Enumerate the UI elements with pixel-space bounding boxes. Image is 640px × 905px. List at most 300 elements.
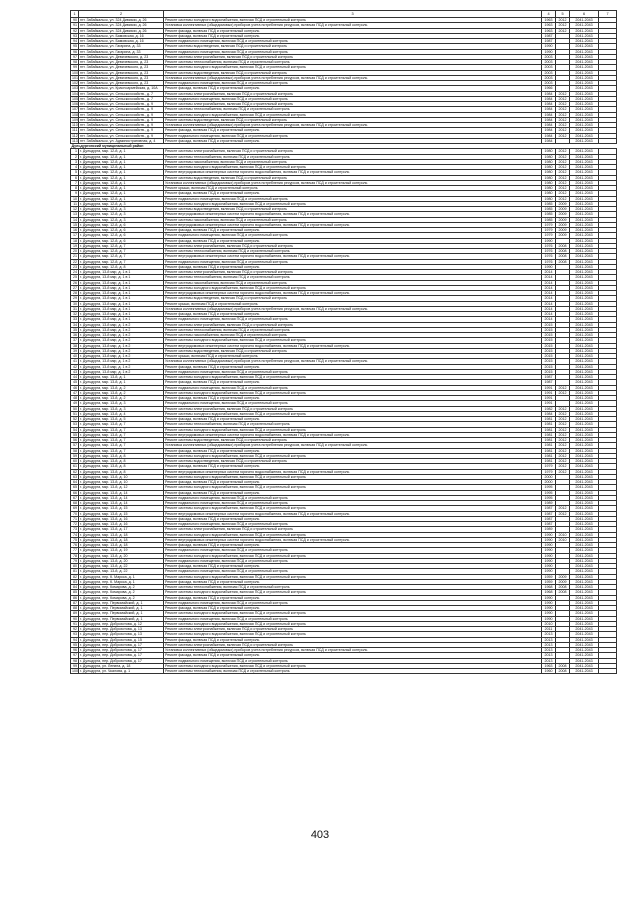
row-number: 96 <box>71 49 79 54</box>
address-cell: г. Дульдурга, мкр. 13-й, д. 1 <box>79 380 164 385</box>
last-repair-cell: 2012 <box>556 102 570 107</box>
last-repair-cell: 2012 <box>556 406 570 411</box>
repair-period-cell: 2041-2043 <box>570 606 599 611</box>
repair-period-cell: 2041-2043 <box>570 511 599 516</box>
build-year-cell: 1984 <box>542 411 556 416</box>
address-cell: г. Дульдурга, мкр. 12-й, д. 1 <box>79 149 164 154</box>
address-cell: пгт. Забайкальск, ул. Сельскохозяйств., д. 9 <box>79 102 164 107</box>
repair-period-cell: 2041-2043 <box>570 369 599 374</box>
last-repair-cell: 2012 <box>556 159 570 164</box>
work-type-cell: Ремонт подвального помещения, включая ПСД и строительный контроль <box>164 569 542 574</box>
repair-period-cell: 2041-2043 <box>570 501 599 506</box>
row-number: 68 <box>71 501 79 506</box>
build-year-cell: 2013 <box>542 653 556 658</box>
row-number: 25 <box>71 275 79 280</box>
repair-period-cell: 2041-2043 <box>570 338 599 343</box>
address-cell: г. Дульдурга, мкр. 13-й, д. 15 <box>79 511 164 516</box>
row-number: 104 <box>72 91 78 96</box>
work-type-cell: Ремонт системы водоотведения, включая ПСД и строительный контроль <box>164 44 542 49</box>
work-type-cell: Ремонт фасада, включая ПСД и строительный контроль <box>164 516 542 521</box>
work-type-cell: Ремонт подвального помещения, включая ПСД и строительный контроль <box>164 81 542 86</box>
repair-period-cell: 2041-2043 <box>570 343 599 348</box>
repair-period-cell: 2041-2043 <box>570 18 599 23</box>
repair-period-cell: 2041-2043 <box>570 86 599 91</box>
address-cell: г. Дульдурга, мкр. 12-й, д. 3 <box>79 217 164 222</box>
last-repair-cell: 2012 <box>556 128 570 133</box>
build-year-cell: 1980 <box>542 180 556 185</box>
repair-period-cell: 2041-2043 <box>570 275 599 280</box>
row-number: 2 <box>71 154 79 159</box>
repair-period-cell: 2041-2043 <box>570 217 599 222</box>
build-year-cell: 1987 <box>542 375 556 380</box>
repair-period-cell: 2041-2043 <box>570 354 599 359</box>
build-year-cell: 2015 <box>542 364 556 369</box>
build-year-cell: 2003 <box>542 60 556 65</box>
repair-period-cell: 2041-2043 <box>570 385 599 390</box>
address-cell: г. Дульдурга, 13-й мкр, д. 1 в 2 <box>79 348 164 353</box>
address-cell: пгт. Забайкальск, ул. Девичевского, д. 23 <box>79 60 164 65</box>
work-type-cell: Ремонт фасада, включая ПСД и строительный контроль <box>164 86 542 91</box>
address-cell: г. Дульдурга, мкр. 13-й, д. 16 <box>79 522 164 527</box>
build-year-cell: 1984 <box>542 133 556 138</box>
row-number: 100 <box>72 669 78 673</box>
address-cell: г. Дульдурга, пер. Доброхотова, д. 15 <box>79 637 164 642</box>
row-number: 89 <box>71 611 79 616</box>
address-cell: г. Дульдурга, мкр. 13-й, д. 10 <box>79 480 164 485</box>
address-cell: г. Дульдурга, ул. Ленина, д. 18 <box>79 663 164 668</box>
row-number: 76 <box>71 543 79 548</box>
address-cell: г. Дульдурга, мкр. 13-й, д. 10 <box>79 474 164 479</box>
row-number: 50 <box>71 406 79 411</box>
address-cell: г. Дульдурга, мкр. 13-й, д. 22 <box>79 564 164 569</box>
row-number: 93 <box>71 632 79 637</box>
address-cell: г. Дульдурга, мкр. 13-й, д. 2 <box>79 390 164 395</box>
work-type-cell: Ремонт подвального помещения, включая ПСД и строительный контроль <box>164 49 542 54</box>
row-number: 79 <box>71 558 79 563</box>
repair-period-cell: 2041-2043 <box>570 474 599 479</box>
last-repair-cell: 2010 <box>556 537 570 542</box>
last-repair-cell: 2012 <box>556 432 570 437</box>
repair-period-cell: 2041-2043 <box>570 212 599 217</box>
address-cell: пгт. Забайкальск, ул. Административная, д. 4 <box>79 138 164 143</box>
address-cell: г. Дульдурга, 13-й мкр, д. 1 в 1 <box>79 291 164 296</box>
build-year-cell: 1985 <box>542 201 556 206</box>
build-year-cell: 1981 <box>542 448 556 453</box>
row-number: 33 <box>71 317 79 322</box>
address-cell: пгт. Забайкальск, ул. Сельскохозяйств., д. 9 <box>79 107 164 112</box>
repair-period-cell: 2041-2043 <box>570 590 599 595</box>
repair-period-cell: 2041-2043 <box>570 443 599 448</box>
address-cell: г. Дульдурга, пер. К. Маркса, д. 1 <box>79 574 164 579</box>
last-repair-cell: 2012 <box>556 165 570 170</box>
row-number: 71 <box>71 516 79 521</box>
repair-period-cell: 2041-2043 <box>570 306 599 311</box>
row-number: 74 <box>71 532 79 537</box>
address-cell: пгт. Забайкальск, ул. Сельскохозяйств., д. 9 <box>79 112 164 117</box>
row-number: 92 <box>71 28 79 33</box>
address-cell: г. Дульдурга, пер. Комарова, д. 2 <box>79 590 164 595</box>
address-cell: г. Дульдурга, мкр. 12-й, д. 3 <box>79 212 164 217</box>
row-number: 73 <box>71 527 79 532</box>
build-year-cell: 1980 <box>542 196 556 201</box>
last-repair-cell: 2009 <box>556 207 570 212</box>
repair-period-cell: 2041-2043 <box>570 317 599 322</box>
build-year-cell: 1990 <box>542 595 556 600</box>
row-number: 94 <box>71 39 79 44</box>
work-type-cell: Ремонт фасада, включая ПСД и строительный контроль <box>164 564 542 569</box>
address-cell: г. Дульдурга, мкр. 13-й, д. 19 <box>79 548 164 553</box>
build-year-cell: 1980 <box>542 175 556 180</box>
build-year-cell: 2015 <box>542 333 556 338</box>
row-number: 1 <box>71 149 79 154</box>
last-repair-cell: 2012 <box>556 117 570 122</box>
repair-period-cell: 2041-2043 <box>570 480 599 485</box>
build-year-cell: 2003 <box>542 75 556 80</box>
address-cell: г. Дульдурга, мкр. 13-й, д. 20 <box>79 558 164 563</box>
work-type-cell: Ремонт подвального помещения, включая ПСД и строительный контроль <box>164 501 542 506</box>
last-repair-cell: 2012 <box>556 112 570 117</box>
build-year-cell: 2010 <box>542 621 556 626</box>
row-number: 54 <box>71 427 79 432</box>
work-type-cell: Установка коллективных (общедомовых) приборов учета потребления ресурсов, включая ПСД и строительный контроль <box>164 443 542 448</box>
build-year-cell: 1984 <box>542 128 556 133</box>
address-cell: г. Дульдурга, мкр. 12-й, д. 1 <box>79 175 164 180</box>
row-number: 35 <box>71 327 79 332</box>
row-number: 41 <box>71 359 79 364</box>
address-cell: пгт. Забайкальск, ул. Сельскохозяйств., д. 9 <box>79 128 164 133</box>
last-repair-cell: 2008 <box>556 249 570 254</box>
work-type-cell: Ремонт подвального помещения, включая ПСД и строительный контроль <box>164 196 542 201</box>
work-type-cell: Ремонт фасада, включая ПСД и строительный контроль <box>164 312 542 317</box>
last-repair-cell: 2010 <box>556 532 570 537</box>
address-cell: г. Дульдурга, пер. Первомайский, д. 1 <box>79 600 164 605</box>
work-type-cell: Ремонт системы газоснабжения, включая ПСД и строительный контроль <box>164 217 542 222</box>
work-type-cell: Ремонт системы холодного водоснабжения, включая ПСД и строительный контроль <box>164 663 542 668</box>
address-cell: пгт. Забайкальск, ул. Девичевского, д. 23 <box>79 70 164 75</box>
build-year-cell: 2015 <box>542 322 556 327</box>
work-type-cell: Ремонт подвального помещения, включая ПСД и строительный контроль <box>164 259 542 264</box>
work-type-cell: Ремонт системы теплоснабжения, включая ПСД и строительный контроль <box>164 107 542 112</box>
work-type-cell: Ремонт фасада, включая ПСД и строительный контроль <box>164 653 542 658</box>
build-year-cell: 2003 <box>542 70 556 75</box>
build-year-cell: 1990 <box>542 543 556 548</box>
build-year-cell: 1995 <box>542 490 556 495</box>
work-type-cell: Ремонт системы водоотведения, включая ПСД и строительный контроль <box>164 175 542 180</box>
row-number: 58 <box>71 448 79 453</box>
build-year-cell: 1984 <box>542 112 556 117</box>
last-repair-cell: 2012 <box>556 411 570 416</box>
work-type-cell: Ремонт системы холодного водоснабжения, включая ПСД и строительный контроль <box>164 553 542 558</box>
repair-period-cell: 2041-2043 <box>570 249 599 254</box>
address-cell: г. Дульдурга, пер. Первомайский, д. 1 <box>79 606 164 611</box>
row-number: 112 <box>72 133 78 138</box>
row-number: 78 <box>71 553 79 558</box>
work-type-cell: Ремонт системы электроснабжения, включая ПСД и строительный контроль <box>164 54 542 59</box>
address-cell: пгт. Забайкальск, ул. 324 Дивизии, д. 26 <box>79 28 164 33</box>
build-year-cell: 1990 <box>542 569 556 574</box>
last-repair-cell: 2012 <box>556 443 570 448</box>
row-number: 84 <box>71 585 79 590</box>
work-type-cell: Ремонт подвального помещения, включая ПСД и строительный контроль <box>164 495 542 500</box>
repair-period-cell: 2041-2043 <box>570 422 599 427</box>
repair-period-cell: 2041-2043 <box>570 359 599 364</box>
repair-period-cell: 2041-2043 <box>570 506 599 511</box>
work-type-cell: Ремонт фасада, включая ПСД и строительный контроль <box>164 396 542 401</box>
header-col-7: 7 <box>599 11 617 18</box>
row-number: 15 <box>71 222 79 227</box>
work-type-cell: Ремонт системы холодного водоснабжения, включая ПСД и строительный контроль <box>164 453 542 458</box>
build-year-cell: 2014 <box>542 317 556 322</box>
last-repair-cell: 2012 <box>556 506 570 511</box>
repair-period-cell: 2041-2043 <box>570 270 599 275</box>
repair-period-cell: 2041-2043 <box>570 91 599 96</box>
row-number: 46 <box>71 385 79 390</box>
build-year-cell: 2015 <box>542 348 556 353</box>
last-repair-cell: 2012 <box>556 438 570 443</box>
address-cell: г. Дульдурга, мкр. 13-й, д. 18 <box>79 532 164 537</box>
row-number: 52 <box>71 417 79 422</box>
address-cell: г. Дульдурга, 13-й мкр, д. 1 в 2 <box>79 343 164 348</box>
repair-period-cell: 2041-2043 <box>570 327 599 332</box>
work-type-cell: Ремонт внутридомовых инженерных систем горячего водоснабжения, включая ПСД и строительный контроль <box>164 212 542 217</box>
build-year-cell: 1959 <box>542 574 556 579</box>
last-repair-cell: 2012 <box>556 175 570 180</box>
work-type-cell: Ремонт фасада, включая ПСД и строительный контроль <box>164 128 542 133</box>
work-type-cell: Установка коллективных (общедомовых) приборов учета потребления ресурсов, включая ПСД и строительный контроль <box>164 359 542 364</box>
build-year-cell: 2015 <box>542 354 556 359</box>
build-year-cell: 2000 <box>542 474 556 479</box>
table-body <box>71 18 617 674</box>
last-repair-cell: 2012 <box>556 459 570 464</box>
build-year-cell: 2003 <box>542 65 556 70</box>
last-repair-cell: 2012 <box>556 390 570 395</box>
build-year-cell: 1979 <box>542 228 556 233</box>
address-cell: г. Дульдурга, мкр. 13-й, д. 17 <box>79 527 164 532</box>
address-cell: г. Дульдурга, пер. Доброхотова, д. 17 <box>79 658 164 663</box>
build-year-cell: 1990 <box>542 532 556 537</box>
work-type-cell: Ремонт системы водоотведения, включая ПСД и строительный контроль <box>164 70 542 75</box>
work-type-cell: Ремонт системы холодного водоснабжения, включая ПСД и строительный контроль <box>164 165 542 170</box>
build-year-cell: 1968 <box>542 590 556 595</box>
work-type-cell: Ремонт системы электроснабжения, включая ПСД и строительный контроль <box>164 243 542 248</box>
repair-period-cell: 2041-2043 <box>570 39 599 44</box>
build-year-cell: 1984 <box>542 138 556 143</box>
row-number: 36 <box>71 333 79 338</box>
address-cell: пгт. Забайкальск, ул. Гагарина, д. 33 <box>79 49 164 54</box>
build-year-cell: 1966 <box>542 86 556 91</box>
row-number: 20 <box>71 249 79 254</box>
row-number: 18 <box>71 238 79 243</box>
build-year-cell: 1981 <box>542 417 556 422</box>
build-year-cell: 1990 <box>542 548 556 553</box>
build-year-cell: 1995 <box>542 495 556 500</box>
row-number: 93 <box>71 33 79 38</box>
work-type-cell: Ремонт системы теплоснабжения, включая ПСД и строительный контроль <box>164 275 542 280</box>
row-number: 48 <box>71 396 79 401</box>
work-type-cell: Ремонт подвального помещения, включая ПСД и строительный контроль <box>164 401 542 406</box>
build-year-cell: 1987 <box>542 516 556 521</box>
repair-period-cell: 2041-2043 <box>570 291 599 296</box>
work-type-cell: Ремонт системы холодного водоснабжения, включая ПСД и строительный контроль <box>164 590 542 595</box>
address-cell: пгт. Забайкальск, ул. Сельскохозяйств., д. 7 <box>79 91 164 96</box>
work-type-cell: Ремонт фасада, включая ПСД и строительный контроль <box>164 191 542 196</box>
work-type-cell: Ремонт внутридомовых инженерных систем горячего водоснабжения, включая ПСД и строительный контроль <box>164 170 542 175</box>
repair-period-cell: 2041-2043 <box>570 364 599 369</box>
address-cell: г. Дульдурга, мкр. 12-й, д. 6 <box>79 228 164 233</box>
work-type-cell: Ремонт системы холодного водоснабжения, включая ПСД и строительный контроль <box>164 506 542 511</box>
repair-period-cell: 2041-2043 <box>570 642 599 647</box>
work-type-cell: Ремонт системы холодного водоснабжения, включая ПСД и строительный контроль <box>164 201 542 206</box>
build-year-cell: 1989 <box>542 501 556 506</box>
build-year-cell: 1990 <box>542 564 556 569</box>
last-repair-cell: 2012 <box>556 448 570 453</box>
repair-period-cell: 2041-2043 <box>570 186 599 191</box>
row-number: 94 <box>71 637 79 642</box>
page-number: 403 <box>310 829 330 841</box>
address-cell: г. Дульдурга, мкр. 13-й, д. 7 <box>79 427 164 432</box>
repair-period-cell: 2041-2043 <box>570 149 599 154</box>
build-year-cell: 1963 <box>542 663 556 668</box>
work-type-cell: Ремонт системы холодного водоснабжения, включая ПСД и строительный контроль <box>164 65 542 70</box>
address-cell: г. Дульдурга, мкр. 13-й, д. 14 <box>79 490 164 495</box>
build-year-cell: 1980 <box>542 149 556 154</box>
build-year-cell: 1963 <box>542 23 556 28</box>
address-cell: г. Дульдурга, 13-й мкр, д. 1 в 1 <box>79 285 164 290</box>
last-repair-cell: 2012 <box>556 186 570 191</box>
address-cell: г. Дульдурга, мкр. 12-й, д. 6 <box>79 222 164 227</box>
build-year-cell: 1990 <box>542 49 556 54</box>
district-heading: Дульдургинский муниципальный район <box>71 144 617 149</box>
last-repair-cell: 2012 <box>556 96 570 101</box>
last-repair-cell: 2012 <box>556 469 570 474</box>
address-cell: г. Дульдурга, 13-й мкр, д. 1 в 1 <box>79 301 164 306</box>
row-number: 65 <box>71 485 79 490</box>
row-number: 53 <box>71 422 79 427</box>
build-year-cell: 1990 <box>542 264 556 269</box>
build-year-cell: 1984 <box>542 107 556 112</box>
address-cell: г. Дульдурга, мкр. 13-й, д. 8 <box>79 453 164 458</box>
repair-period-cell: 2041-2043 <box>570 595 599 600</box>
last-repair-cell: 2012 <box>556 123 570 128</box>
work-type-cell: Ремонт подвального помещения, включая ПСД и строительный контроль <box>164 616 542 621</box>
work-type-cell: Ремонт фасада, включая ПСД и строительный контроль <box>164 606 542 611</box>
repair-period-cell: 2041-2043 <box>570 301 599 306</box>
row-number: 86 <box>71 595 79 600</box>
build-year-cell: 1985 <box>542 207 556 212</box>
address-cell: пгт. Забайкальск, ул. Красноармейская, д. 10А <box>79 86 164 91</box>
last-repair-cell: 2008 <box>556 669 570 674</box>
repair-period-cell: 2041-2043 <box>570 448 599 453</box>
repair-period-cell: 2041-2043 <box>570 438 599 443</box>
repair-period-cell: 2041-2043 <box>570 648 599 653</box>
work-type-cell: Установка коллективных (общедомовых) приборов учета потребления ресурсов, включая ПСД и строительный контроль <box>164 23 542 28</box>
address-cell: г. Дульдурга, мкр. 12-й, д. 3 <box>79 201 164 206</box>
address-cell: г. Дульдурга, мкр. 13-й, д. 15 <box>79 506 164 511</box>
row-number: 55 <box>71 432 79 437</box>
build-year-cell: 1979 <box>542 233 556 238</box>
build-year-cell: 2003 <box>542 81 556 86</box>
row-number: 51 <box>71 411 79 416</box>
repair-period-cell: 2041-2043 <box>570 154 599 159</box>
address-cell: г. Дульдурга, мкр. 13-й, д. 2 <box>79 396 164 401</box>
row-number: 91 <box>71 621 79 626</box>
build-year-cell: 2015 <box>542 359 556 364</box>
address-cell: г. Дульдурга, мкр. 12-й, д. 1 <box>79 165 164 170</box>
repair-period-cell: 2041-2043 <box>570 564 599 569</box>
header-col-6: 6 <box>570 11 599 18</box>
address-cell: г. Дульдурга, мкр. 13-й, д. 16 <box>79 516 164 521</box>
work-type-cell: Ремонт фасада, включая ПСД и строительный контроль <box>164 28 542 33</box>
repair-period-cell: 2041-2043 <box>570 312 599 317</box>
row-number: 106 <box>72 102 78 106</box>
work-type-cell: Ремонт подвального помещения, включая ПСД и строительный контроль <box>164 658 542 663</box>
build-year-cell: 2015 <box>542 338 556 343</box>
build-year-cell: 1960 <box>542 669 556 674</box>
last-repair-cell: 2009 <box>556 222 570 227</box>
row-number: 28 <box>71 291 79 296</box>
repair-period-cell: 2041-2043 <box>570 579 599 584</box>
work-type-cell: Ремонт системы электроснабжения, включая ПСД и строительный контроль <box>164 91 542 96</box>
row-number: 113 <box>72 138 78 143</box>
build-year-cell: 2013 <box>542 658 556 663</box>
row-number: 66 <box>71 490 79 495</box>
address-cell: г. Дульдурга, 13-й мкр, д. 1 в 2 <box>79 359 164 364</box>
build-year-cell: 1990 <box>542 44 556 49</box>
register-sheet <box>70 10 616 674</box>
row-number: 8 <box>71 186 79 191</box>
work-type-cell: Ремонт системы холодного водоснабжения, включая ПСД и строительный контроль <box>164 532 542 537</box>
address-cell: г. Дульдурга, пер. Доброхотова, д. 12 <box>79 621 164 626</box>
address-cell: пгт. Забайкальск, ул. Бамовская, д. 16 <box>79 39 164 44</box>
work-type-cell: Ремонт системы водоотведения, включая ПСД и строительный контроль <box>164 348 542 353</box>
repair-period-cell: 2041-2043 <box>570 102 599 107</box>
work-type-cell: Ремонт фасада, включая ПСД и строительный контроль <box>164 490 542 495</box>
row-number: 81 <box>71 569 79 574</box>
work-type-cell: Ремонт внутридомовых инженерных систем горячего водоснабжения, включая ПСД и строительный контроль <box>164 291 542 296</box>
note-cell <box>599 669 617 674</box>
row-number: 64 <box>71 480 79 485</box>
address-cell: г. Дульдурга, ул. Чкалова, д. 1 <box>79 669 164 674</box>
address-cell: г. Дульдурга, мкр. 12-й, д. 1 <box>79 154 164 159</box>
row-number: 29 <box>71 296 79 301</box>
work-type-cell: Ремонт системы электроснабжения, включая ПСД и строительный контроль <box>164 527 542 532</box>
last-repair-cell: 2012 <box>556 427 570 432</box>
address-cell: г. Дульдурга, мкр. 12-й, д. 6 <box>79 238 164 243</box>
table-row <box>71 669 617 674</box>
repair-period-cell: 2041-2043 <box>570 490 599 495</box>
row-number: 5 <box>71 170 79 175</box>
address-cell: г. Дульдурга, 13-й мкр, д. 1 в 1 <box>79 312 164 317</box>
work-type-cell: Установка коллективных (общедомовых) приборов учета потребления ресурсов, включая ПСД и строительный контроль <box>164 123 542 128</box>
repair-period-cell: 2041-2043 <box>570 459 599 464</box>
repair-period-cell: 2041-2043 <box>570 33 599 38</box>
header-col-5: 5 <box>556 11 570 18</box>
row-number: 57 <box>71 443 79 448</box>
repair-period-cell: 2041-2043 <box>570 159 599 164</box>
row-number: 107 <box>72 107 78 112</box>
repair-period-cell: 2041-2043 <box>570 569 599 574</box>
work-type-cell: Ремонт фасада, включая ПСД и строительный контроль <box>164 364 542 369</box>
work-type-cell: Ремонт системы холодного водоснабжения, включая ПСД и строительный контроль <box>164 375 542 380</box>
row-number: 14 <box>71 217 79 222</box>
repair-period-cell: 2041-2043 <box>570 165 599 170</box>
address-cell: г. Дульдурга, мкр. 13-й, д. 5 <box>79 417 164 422</box>
last-repair-cell: 2008 <box>556 663 570 668</box>
last-repair-cell: 2012 <box>556 385 570 390</box>
repair-period-cell: 2041-2043 <box>570 537 599 542</box>
address-cell: г. Дульдурга, мкр. 13-й, д. 20 <box>79 553 164 558</box>
work-type-cell: Установка коллективных (общедомовых) приборов учета потребления ресурсов, включая ПСД и строительный контроль <box>164 306 542 311</box>
